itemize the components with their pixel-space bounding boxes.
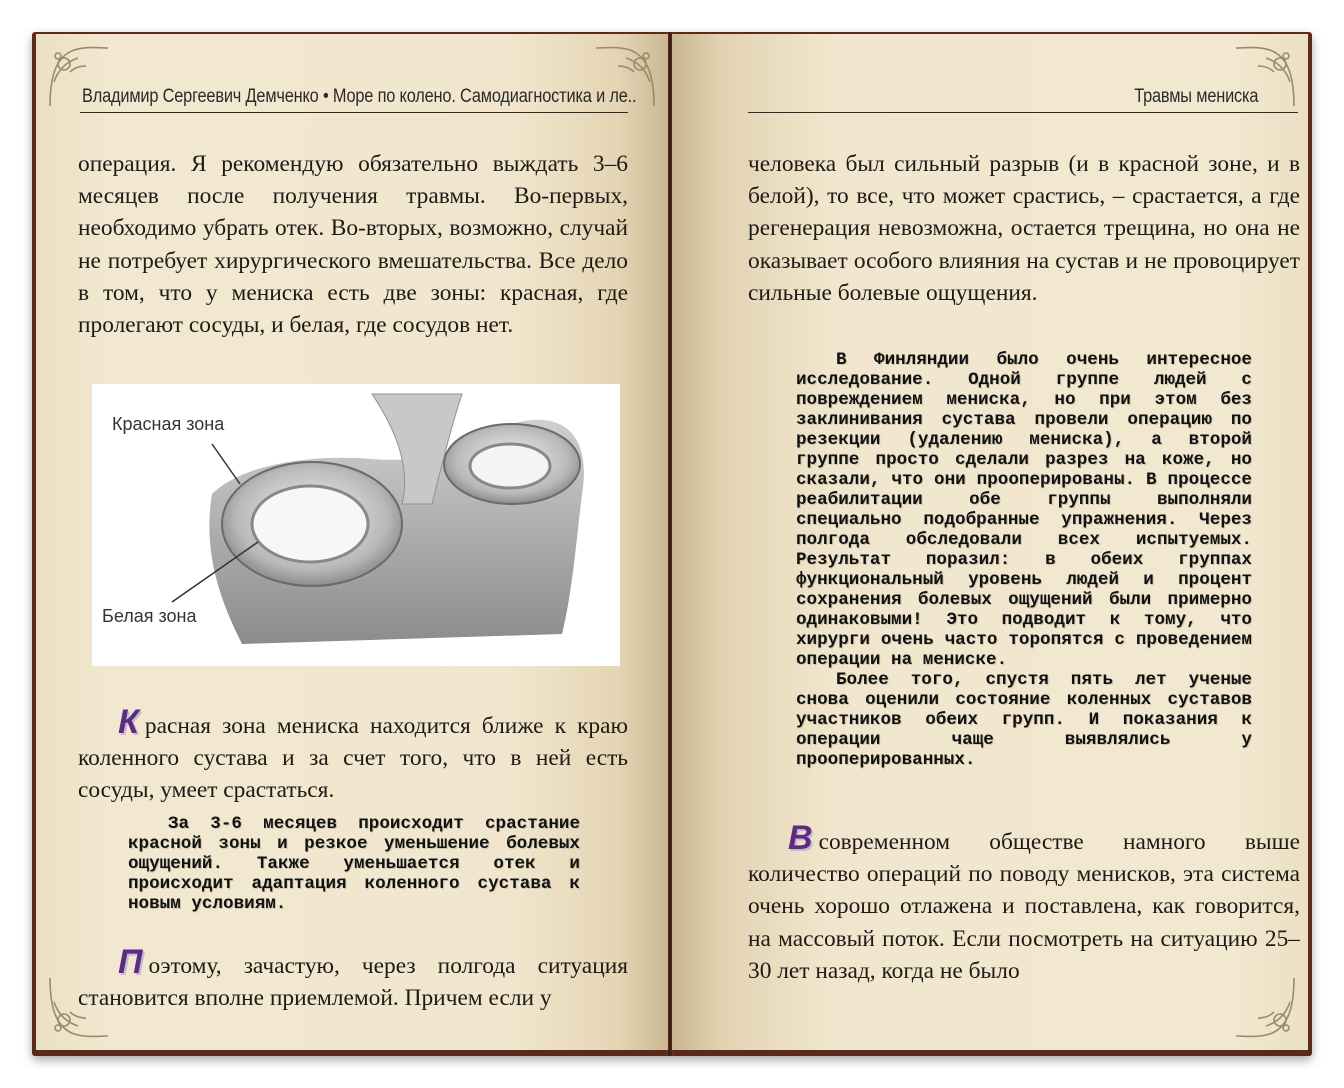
book bbox=[32, 32, 1312, 1056]
drop-cap: П bbox=[118, 943, 143, 981]
right-paragraph-1: человека был сильный разрыв (и в красной зоне, и в белой), то все, что может срастись, – срастается, а где регенерация невозможна, остается трещина, но она не оказывает особого влияния на сустав и не провоцирует сильные болевые ощущения. bbox=[748, 151, 1300, 306]
label-red-zone: Красная зона bbox=[112, 414, 225, 434]
label-white-zone: Белая зона bbox=[102, 606, 197, 626]
left-paragraph-3: П оэтому, зачастую, через полгода ситуация становится вполне приемлемой. Причем если у bbox=[78, 943, 628, 1012]
meniscus-figure bbox=[92, 384, 620, 666]
header-rule bbox=[748, 112, 1298, 113]
right-note: В Финляндии было очень интересное исследование. Одной группе людей с повреждением мениска, но при этом без заклинивания сустава провели операцию по резекции (удалению мениска), а второй группе просто сделали разрез на коже, но сказали, что они прооперированы. В процессе реабилитации обе группы выполняли специально подобранные упражнения. Через полгода обследовали всех испытуемых. Результат поразил: в обеих группах функциональный уровень людей и процент сохранения болевых ощущений были примерно одинаковыми! Это подводит к тому, что хирурги очень часто торопятся с проведением операции на мениске. Более того, спустя пять лет ученые снова оценили состояние коленных суставов участников обеих групп. И показания к операции чаще выявлялись у прооперированных. bbox=[796, 350, 1252, 770]
running-header-left: Владимир Сергеевич Демченко • Море по колено. Самодиагностика и ле.. bbox=[82, 86, 637, 107]
left-note: За 3-6 месяцев происходит срастание красной зоны и резкое уменьшение болевых ощущений. Также уменьшается отек и происходит адаптация коленного сустава к новым условиям. bbox=[128, 814, 580, 914]
running-header-right: Травмы мениска bbox=[1133, 86, 1258, 107]
left-paragraph-2: К расная зона мениска находится ближе к краю коленного сустава и за счет того, что в ней есть сосуды, умеет срастаться. bbox=[78, 703, 628, 804]
left-page[interactable] bbox=[36, 34, 668, 1050]
left-paragraph-1: операция. Я рекомендую обязательно выждать 3–6 месяцев после получения травмы. Во-первых, необходимо убрать отек. Во-вторых, возможно, случай не потребует хирургического вмешательства. Все дело в том, что у мениска есть две зоны: красная, где пролегают сосуды, и белая, где сосудов нет. bbox=[78, 151, 628, 339]
right-paragraph-2: В современном обществе намного выше количество операций по поводу менисков, эта система очень хорошо отлажена и поставлена, как говорится, на массовый поток. Если посмотреть на ситуацию 25–30 лет назад, когда не было bbox=[748, 819, 1300, 984]
header-rule bbox=[80, 112, 628, 113]
drop-cap: К bbox=[118, 703, 139, 741]
drop-cap: В bbox=[788, 819, 813, 857]
right-page[interactable] bbox=[672, 34, 1308, 1050]
